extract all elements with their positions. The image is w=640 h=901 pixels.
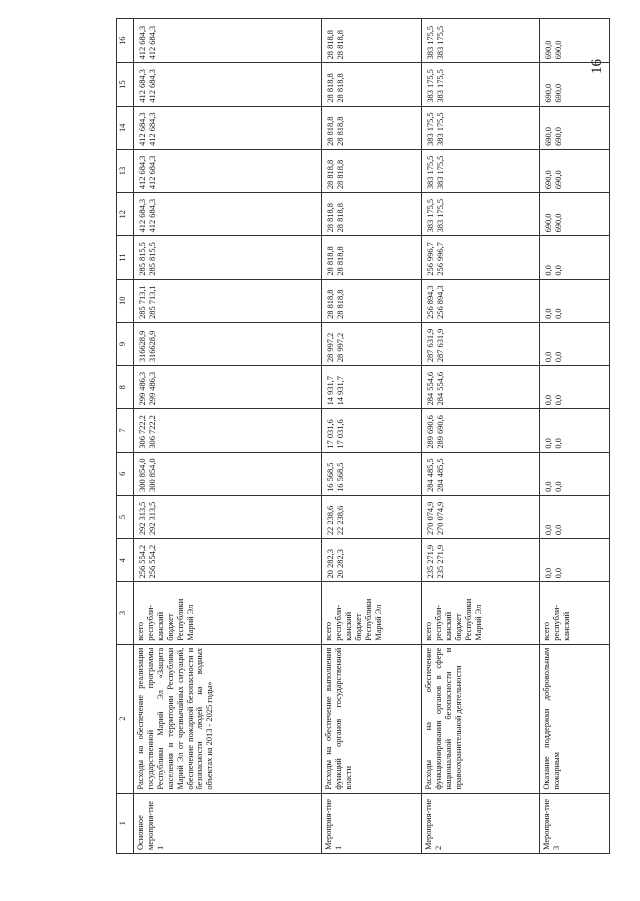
value-total: 0,0: [544, 351, 553, 363]
value-cell: [134, 279, 322, 322]
table-row: [322, 19, 422, 854]
column-header-10: 10: [117, 279, 134, 322]
value-budget: 0,0: [553, 265, 563, 276]
value-budget: 28 818,8: [335, 289, 345, 319]
value-cell: [134, 149, 322, 192]
value-cell: [540, 193, 610, 236]
value-total: 256 894,3: [426, 285, 435, 319]
value-cell: [540, 409, 610, 452]
value-budget: 412 684,3: [147, 155, 157, 190]
value-cell: [540, 149, 610, 192]
value-total: 285 713,1: [138, 285, 147, 319]
value-total: 292 313,5: [138, 501, 147, 536]
value-budget: 20 282,3: [335, 549, 345, 579]
event-description-cell: Расходы на обеспечение выполнения функций органов государственной власти: [322, 644, 422, 793]
value-cell: [134, 409, 322, 452]
value-cell: [134, 236, 322, 279]
event-name-cell: Основное мероприя-тие 1: [134, 793, 322, 853]
value-cell: [540, 452, 610, 495]
value-total: 14 931,7: [326, 376, 335, 406]
value-budget: 270 074,9: [435, 501, 445, 536]
value-cell: [134, 63, 322, 106]
rotated-table-container: [116, 18, 628, 854]
value-total: 0,0: [544, 265, 553, 276]
event-description-cell: Расходы на обеспечение реализации государственной программы Республики Марий Эл «Защита населения и территории Республики Марий Эл от чрезвычайных ситуаций, обеспечение пожарной безопасности и безопасности людей на водных объектах на 2013 - 2025 годы»: [134, 644, 322, 793]
value-cell: [322, 193, 422, 236]
value-budget: 412 684,3: [147, 198, 157, 233]
value-total: 383 175,5: [426, 155, 435, 190]
value-cell: [322, 236, 422, 279]
value-cell: [322, 495, 422, 538]
value-total: 0,0: [544, 481, 553, 492]
value-budget: 383 175,5: [435, 112, 445, 146]
value-total: 20 282,3: [326, 549, 335, 579]
value-budget: 14 931,7: [335, 376, 345, 406]
value-cell: [422, 149, 540, 192]
value-total: 0,0: [544, 567, 553, 579]
value-total: 28 818,8: [326, 246, 335, 276]
column-header-15: 15: [117, 63, 134, 106]
value-cell: [422, 193, 540, 236]
value-total: 0,0: [544, 524, 553, 536]
column-header-3: 3: [117, 582, 134, 644]
column-header-9: 9: [117, 322, 134, 365]
value-budget: 256 554,2: [147, 544, 157, 579]
budget-table: [116, 18, 610, 854]
value-total: 412 684,3: [138, 25, 147, 60]
value-cell: [322, 366, 422, 409]
column-header-12: 12: [117, 193, 134, 236]
value-cell: [422, 322, 540, 365]
value-total: 28 818,8: [326, 159, 335, 190]
value-total: 383 175,5: [426, 69, 435, 103]
table-row: [540, 19, 610, 854]
funding-source-cell: всего республи-канский: [540, 582, 610, 644]
value-budget: 299 486,3: [147, 371, 157, 406]
value-budget: 383 175,5: [435, 155, 445, 190]
column-header-11: 11: [117, 236, 134, 279]
value-cell: [422, 63, 540, 106]
value-total: 306 722,2: [138, 415, 147, 449]
value-budget: 0,0: [553, 438, 563, 449]
value-budget: 412 684,3: [147, 69, 157, 103]
value-total: 690,0: [544, 40, 553, 60]
value-budget: 256 996,7: [435, 242, 445, 276]
value-budget: 690,0: [553, 40, 563, 60]
value-total: 299 486,3: [138, 371, 147, 406]
value-total: 316628,9: [138, 330, 147, 363]
value-budget: 383 175,5: [435, 25, 445, 60]
value-total: 383 175,5: [426, 198, 435, 233]
funding-source-cell: всего республи-канский бюджет Республики Марий Эл: [134, 582, 322, 644]
column-header-5: 5: [117, 495, 134, 538]
value-total: 28 818,8: [326, 289, 335, 319]
value-cell: [422, 452, 540, 495]
value-cell: [134, 452, 322, 495]
value-budget: 16 568,5: [335, 462, 345, 492]
value-budget: 292 313,5: [147, 501, 157, 536]
value-total: 17 031,6: [326, 419, 335, 449]
value-total: 690,0: [544, 170, 553, 190]
value-total: 0,0: [544, 308, 553, 319]
table-row: [134, 19, 322, 854]
value-budget: 287 631,9: [435, 328, 445, 363]
value-cell: [134, 366, 322, 409]
value-budget: 285 713,1: [147, 285, 157, 319]
page-number: 16: [589, 59, 605, 74]
value-total: 0,0: [544, 394, 553, 406]
column-header-2: 2: [117, 644, 134, 793]
value-budget: 0,0: [553, 567, 563, 579]
value-cell: [322, 452, 422, 495]
value-budget: 284 554,6: [435, 371, 445, 406]
value-budget: 28 997,2: [335, 332, 345, 363]
value-budget: 28 818,8: [335, 203, 345, 233]
event-name-cell: Мероприя-тие 2: [422, 793, 540, 853]
value-budget: 383 175,5: [435, 69, 445, 103]
value-cell: [540, 279, 610, 322]
value-cell: [540, 322, 610, 365]
value-total: 383 175,5: [426, 25, 435, 60]
value-budget: 28 818,8: [335, 116, 345, 146]
value-total: 690,0: [544, 213, 553, 233]
value-cell: [322, 106, 422, 149]
value-total: 0,0: [544, 438, 553, 449]
value-total: 289 690,6: [426, 415, 435, 449]
value-budget: 289 690,6: [435, 415, 445, 449]
value-cell: [322, 63, 422, 106]
value-cell: [422, 495, 540, 538]
funding-source-cell: всего республи-канский бюджет Республики Марий Эл: [322, 582, 422, 644]
value-budget: 383 175,5: [435, 198, 445, 233]
value-budget: 316628,9: [147, 330, 157, 363]
value-budget: 17 031,6: [335, 419, 345, 449]
value-total: 28 818,8: [326, 203, 335, 233]
value-total: 412 684,3: [138, 69, 147, 103]
value-total: 285 815,5: [138, 242, 147, 276]
value-cell: [322, 279, 422, 322]
value-cell: [134, 193, 322, 236]
value-total: 412 684,3: [138, 198, 147, 233]
value-budget: 690,0: [553, 213, 563, 233]
value-budget: 300 854,0: [147, 458, 157, 492]
value-budget: 28 818,8: [335, 159, 345, 190]
value-budget: 28 818,8: [335, 246, 345, 276]
value-cell: [322, 539, 422, 582]
value-budget: 28 818,8: [335, 30, 345, 60]
value-total: 16 568,5: [326, 462, 335, 492]
value-cell: [322, 19, 422, 63]
column-header-6: 6: [117, 452, 134, 495]
value-budget: 0,0: [553, 394, 563, 406]
value-budget: 256 894,3: [435, 285, 445, 319]
value-cell: [540, 366, 610, 409]
value-budget: 690,0: [553, 83, 563, 103]
value-budget: 235 271,9: [435, 544, 445, 579]
value-total: 28 818,8: [326, 30, 335, 60]
event-name-cell: Мероприя-тие 1: [322, 793, 422, 853]
value-budget: 284 485,5: [435, 458, 445, 492]
value-cell: [422, 409, 540, 452]
event-name-cell: Мероприя-тие 3: [540, 793, 610, 853]
value-budget: 0,0: [553, 524, 563, 536]
value-cell: [422, 279, 540, 322]
value-cell: [422, 236, 540, 279]
column-header-16: 16: [117, 19, 134, 63]
value-cell: [422, 19, 540, 63]
value-total: 235 271,9: [426, 544, 435, 579]
value-cell: [540, 539, 610, 582]
value-cell: [540, 19, 610, 63]
value-total: 28 997,2: [326, 332, 335, 363]
value-cell: [540, 236, 610, 279]
value-total: 270 074,9: [426, 501, 435, 536]
value-cell: [322, 409, 422, 452]
value-total: 300 854,0: [138, 458, 147, 492]
column-header-14: 14: [117, 106, 134, 149]
event-description-cell: Расходы на обеспечение функционирования органов в сфере национальной безопасности и правоохранительной деятельности: [422, 644, 540, 793]
value-total: 412 684,3: [138, 155, 147, 190]
value-total: 287 631,9: [426, 328, 435, 363]
column-header-4: 4: [117, 539, 134, 582]
value-cell: [322, 149, 422, 192]
value-budget: 0,0: [553, 351, 563, 363]
value-budget: 306 722,2: [147, 415, 157, 449]
value-budget: 412 684,3: [147, 25, 157, 60]
column-header-8: 8: [117, 366, 134, 409]
value-budget: 412 684,3: [147, 112, 157, 146]
funding-source-cell: всего республи-канский бюджет Республики Марий Эл: [422, 582, 540, 644]
event-description-cell: Оказание поддержки добровольным пожарным: [540, 644, 610, 793]
value-total: 690,0: [544, 83, 553, 103]
value-cell: [422, 366, 540, 409]
value-total: 256 554,2: [138, 544, 147, 579]
value-cell: [134, 19, 322, 63]
value-total: 28 818,8: [326, 116, 335, 146]
value-total: 28 818,8: [326, 73, 335, 103]
value-cell: [134, 106, 322, 149]
value-cell: [322, 322, 422, 365]
value-budget: 0,0: [553, 481, 563, 492]
value-total: 412 684,3: [138, 112, 147, 146]
value-budget: 690,0: [553, 127, 563, 146]
value-budget: 22 238,6: [335, 505, 345, 536]
column-header-1: 1: [117, 793, 134, 853]
value-budget: 690,0: [553, 170, 563, 190]
value-total: 284 554,6: [426, 371, 435, 406]
table-row: [422, 19, 540, 854]
value-total: 383 175,5: [426, 112, 435, 146]
column-header-13: 13: [117, 149, 134, 192]
header-row: [117, 19, 134, 854]
column-header-7: 7: [117, 409, 134, 452]
value-budget: 0,0: [553, 308, 563, 319]
value-total: 284 485,5: [426, 458, 435, 492]
value-cell: [540, 63, 610, 106]
value-cell: [540, 106, 610, 149]
value-cell: [422, 106, 540, 149]
value-cell: [134, 495, 322, 538]
value-total: 256 996,7: [426, 242, 435, 276]
value-cell: [540, 495, 610, 538]
value-budget: 285 815,5: [147, 242, 157, 276]
value-total: 690,0: [544, 127, 553, 146]
value-cell: [422, 539, 540, 582]
value-budget: 28 818,8: [335, 73, 345, 103]
value-cell: [134, 322, 322, 365]
value-cell: [134, 539, 322, 582]
value-total: 22 238,6: [326, 505, 335, 536]
